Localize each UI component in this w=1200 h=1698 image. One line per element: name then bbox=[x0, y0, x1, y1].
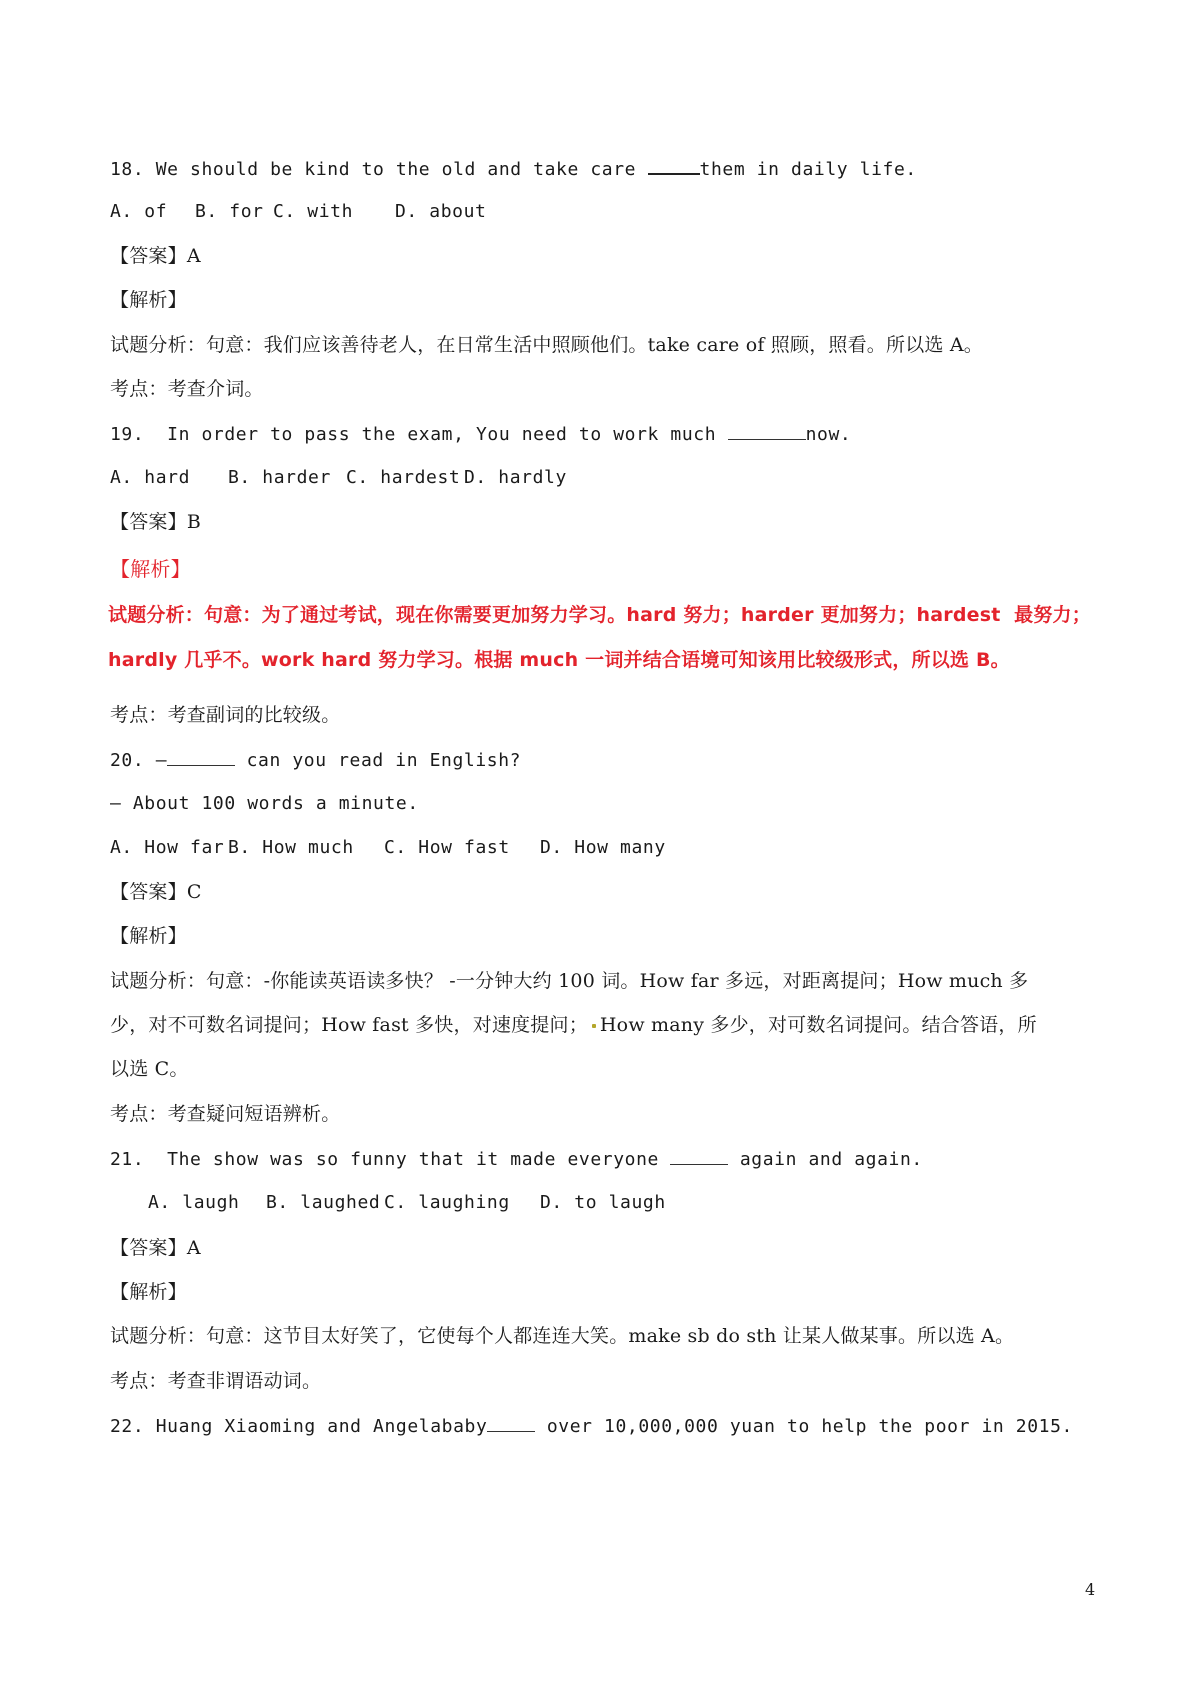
q19-point: 考点：考查副词的比较级。 bbox=[110, 704, 341, 726]
q20-stem bbox=[110, 747, 521, 774]
q19-answer bbox=[110, 509, 201, 535]
q19-answer-blank bbox=[728, 421, 806, 440]
q20-option-c: C. How fast bbox=[384, 837, 510, 858]
q20-answer-label: 【答案】 bbox=[110, 881, 187, 903]
q20-analysis-line-2b: How many 多少，对可数名词提问。结合答语，所 bbox=[599, 1014, 1037, 1036]
q21-option-a: A. laugh bbox=[148, 1192, 240, 1213]
dot-mark-icon bbox=[592, 1024, 596, 1028]
q18-answer bbox=[110, 243, 201, 269]
q19-option-b: B. harder bbox=[228, 467, 331, 488]
q20-answer-blank bbox=[167, 747, 235, 766]
q20-option-b: B. How much bbox=[228, 837, 354, 858]
q20-option-d: D. How many bbox=[540, 837, 666, 858]
q20-answer bbox=[110, 879, 202, 905]
q18-options bbox=[110, 199, 487, 225]
q21-option-c: C. laughing bbox=[384, 1192, 510, 1213]
q18-answer-label: 【答案】 bbox=[110, 245, 187, 267]
q18-option-a: A. of bbox=[110, 201, 168, 222]
q20-options bbox=[110, 835, 666, 861]
q21-option-b: B. laughed bbox=[266, 1192, 381, 1213]
q22-stem bbox=[110, 1413, 1073, 1440]
q21-stem bbox=[110, 1146, 923, 1173]
q19-stem-text: 19. In order to pass the exam, You need to work much bbox=[110, 424, 728, 445]
q18-answer-blank bbox=[648, 155, 700, 175]
q21-answer-blank bbox=[670, 1146, 728, 1165]
q20-analysis-line-3: 以选 C。 bbox=[110, 1058, 189, 1080]
q20-stem-text-end: can you read in English? bbox=[235, 750, 522, 771]
q19-option-d: D. hardly bbox=[464, 467, 567, 488]
q18-point: 考点：考查介词。 bbox=[110, 378, 264, 400]
q18-option-d: D. about bbox=[395, 201, 487, 222]
q19-analysis-line-1: 试题分析：句意：为了通过考试，现在你需要更加努力学习。hard 努力；harder 更加努力；hardest 最努力； bbox=[108, 604, 1091, 626]
q21-answer-value: A bbox=[186, 1237, 201, 1259]
q21-options bbox=[148, 1190, 666, 1216]
q18-stem-text: 18. We should be kind to the old and take care bbox=[110, 159, 648, 180]
q20-analysis-heading: 【解析】 bbox=[110, 925, 187, 947]
q18-stem bbox=[110, 155, 917, 183]
q20-reply: — About 100 words a minute. bbox=[110, 793, 419, 814]
q20-analysis-line-2 bbox=[110, 1012, 1037, 1038]
q22-stem-text: 22. Huang Xiaoming and Angelababy bbox=[110, 1416, 488, 1437]
q20-analysis-line-2a: 少，对不可数名词提问；How fast 多快，对速度提问； bbox=[110, 1014, 588, 1036]
q21-answer bbox=[110, 1235, 201, 1261]
q21-analysis-heading: 【解析】 bbox=[110, 1281, 187, 1303]
page-number: 4 bbox=[1085, 1580, 1096, 1599]
q20-option-a: A. How far bbox=[110, 837, 225, 858]
q19-option-a: A. hard bbox=[110, 467, 191, 488]
q21-analysis-text: 试题分析：句意：这节目太好笑了，它使每个人都连连大笑。make sb do sth 让某人做某事。所以选 A。 bbox=[110, 1325, 1015, 1347]
q21-answer-label: 【答案】 bbox=[110, 1237, 187, 1259]
q19-options bbox=[110, 465, 567, 491]
q19-answer-label: 【答案】 bbox=[110, 511, 187, 533]
q18-option-c: C. with bbox=[273, 201, 354, 222]
q20-point: 考点：考查疑问短语辨析。 bbox=[110, 1103, 341, 1125]
q19-stem-text-end: now. bbox=[805, 424, 852, 445]
q19-analysis-line-2: hardly 几乎不。work hard 努力学习。根据 much 一词并结合语境可知该用比较级形式，所以选 B。 bbox=[108, 649, 1010, 671]
q21-point: 考点：考查非谓语动词。 bbox=[110, 1370, 322, 1392]
q22-answer-blank bbox=[487, 1413, 535, 1432]
q20-analysis-line-1: 试题分析：句意：-你能读英语读多快？ -一分钟大约 100 词。How far 多远，对距离提问；How much 多 bbox=[110, 970, 1029, 992]
q19-answer-value: B bbox=[186, 511, 201, 533]
q18-analysis-heading: 【解析】 bbox=[110, 289, 187, 311]
q18-analysis-text: 试题分析：句意：我们应该善待老人，在日常生活中照顾他们。take care of 照顾，照看。所以选 A。 bbox=[110, 334, 983, 356]
q19-analysis-heading: 【解析】 bbox=[110, 557, 191, 581]
q21-stem-text-end: again and again. bbox=[728, 1149, 923, 1170]
q22-stem-text-end: over 10,000,000 yuan to help the poor in 2015. bbox=[535, 1416, 1073, 1437]
q19-stem bbox=[110, 421, 851, 448]
q18-option-b: B. for bbox=[195, 201, 264, 222]
q20-stem-text: 20. — bbox=[110, 750, 168, 771]
q18-answer-value: A bbox=[186, 245, 201, 267]
q18-stem-text-end: them in daily life. bbox=[699, 159, 917, 180]
q21-option-d: D. to laugh bbox=[540, 1192, 666, 1213]
q21-stem-text: 21. The show was so funny that it made everyone bbox=[110, 1149, 671, 1170]
q19-option-c: C. hardest bbox=[346, 467, 461, 488]
q20-answer-value: C bbox=[186, 881, 202, 903]
